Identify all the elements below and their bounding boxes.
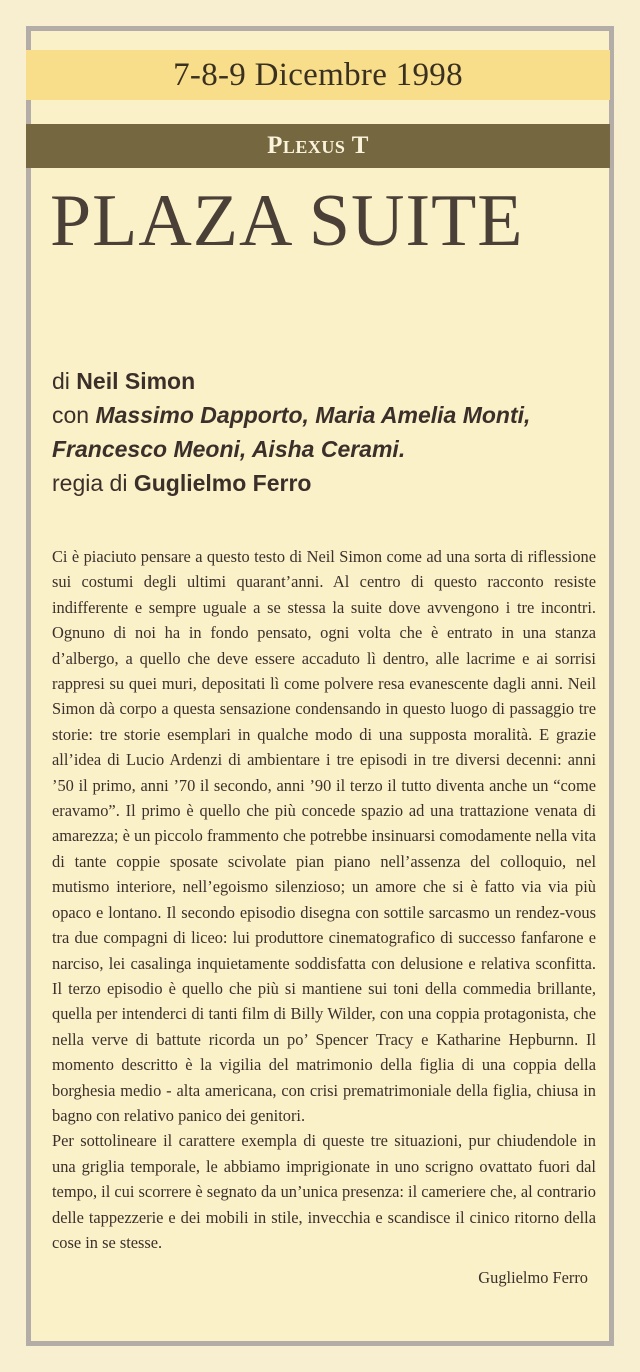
director-name: Guglielmo Ferro	[133, 470, 312, 496]
author-prefix: di	[52, 368, 70, 394]
notes-paragraph-1: Ci è piaciuto pensare a questo testo di Neil Simon come ad una sorta di riflessione sui costumi degli ultimi quarant’anni. Al centro di questo racconto resiste indifferente e sempre uguale a se stessa la suite dove avvengono i tre incontri. Ognuno di noi ha in fondo pensato, ogni volta che è entrato in una stanza d’albergo, a quello che deve essere accaduto lì dentro, alle lacrime e ai sorrisi rappresi su quei muri, depositati lì come polvere resa evanescente dagli anni. Neil Simon dà corpo a questa sensazione condensando in questo luogo di passaggio tre storie: tre storie esemplari in qualche modo di una supposta moralità. E grazie all’idea di Lucio Ardenzi di ambientare i tre episodi in tre diversi decenni: anni ’50 il primo, anni ’70 il secondo, anni ’90 il terzo il tutto diventa anche un “come eravamo”. Il primo è quello che più concede spazio ad una trattazione venata di amarezza; è un piccolo frammento che potrebbe insinuarsi comodamente nella vita di tante coppie sposate scivolate pian piano nell’assenza del colloquio, nel mutismo interiore, nell’egoismo silenzioso; un amore che si è fatto via via più opaco e lontano. Il secondo episodio disegna con sottile sarcasmo un rendez-vous tra due compagni di liceo: lui produttore cinematografico di successo fanfarone e narciso, lei casalinga inquietamente soddisfatta con delusione e relativa sconfitta. Il terzo episodio è quello che più si mantiene sui toni della commedia brillante, quella per intenderci di tanti film di Billy Wilder, con una coppia protagonista, che nella verve di battute ricorda un po’ Spencer Tracy e Katharine Hepburnn. Il momento descritto è la vigilia del matrimonio della figlia di una coppia della borghesia medio - alta americana, con crisi prematrimoniale della figlia, chiusa in bagno con relativo panico dei genitori.	[52, 547, 596, 1125]
credits-block	[52, 364, 612, 500]
cast-names-2: Francesco Meoni, Aisha Cerami.	[52, 436, 406, 462]
cast-line-1	[52, 398, 612, 432]
director-prefix: regia di	[52, 470, 128, 496]
signature: Guglielmo Ferro	[478, 1268, 588, 1287]
event-date: 7-8-9 Dicembre 1998	[173, 56, 463, 93]
cast-line-2	[52, 432, 612, 466]
notes-paragraph-2: Per sottolineare il carattere exempla di queste tre situazioni, pur chiudendole in una griglia temporale, le abbiamo imprigionate in uno scrigno ovattato fuori dal tempo, il cui scorrere è segnato da un’unica presenza: il cameriere che, al contrario delle tappezzerie e dei mobili in stile, invecchia e scandisce il cinico ritorno della cose in se stesse.	[52, 1131, 596, 1252]
company-banner	[26, 124, 610, 168]
author-line	[52, 364, 612, 398]
show-title: PLAZA SUITE	[50, 180, 524, 262]
cast-prefix: con	[52, 402, 90, 428]
director-notes	[52, 544, 596, 1255]
company-name: Plexus T	[267, 132, 369, 159]
director-line	[52, 466, 612, 500]
date-banner	[26, 50, 610, 100]
author-name: Neil Simon	[76, 368, 196, 394]
cast-names-1: Massimo Dapporto, Maria Amelia Monti,	[95, 402, 531, 428]
